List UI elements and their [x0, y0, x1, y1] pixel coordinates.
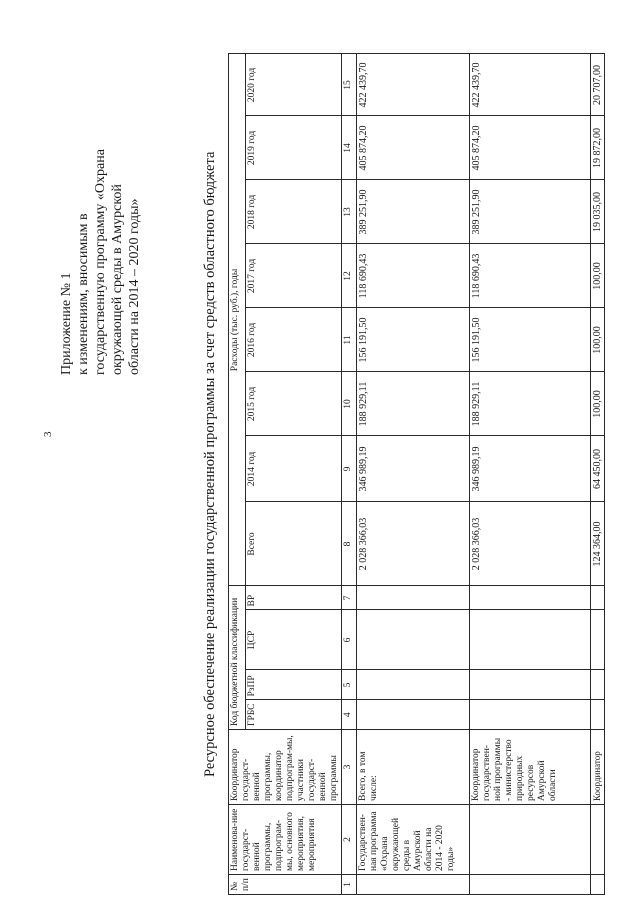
header-coordinator: Координатор государст-венной программы, координатор подпрограм-мы, участники государст-венной программы [229, 730, 342, 805]
row-rzpr [470, 670, 591, 700]
header-name: Наименова-ние государст-венной программы, подпрограм-мы, основного мероприятия, мероприятия [229, 805, 342, 875]
row-num [357, 875, 470, 895]
header-num: № п/п [229, 875, 342, 895]
header-rzpr: РзПР [246, 670, 342, 700]
row-total: 124 364,00 [591, 502, 605, 586]
appendix-line: области на 2014 – 2020 годы» [127, 198, 142, 375]
column-number-row [342, 54, 357, 895]
budget-table [228, 53, 605, 895]
row-name [470, 805, 591, 875]
row-year-value: 100,00 [591, 308, 605, 372]
row-year-value: 19 872,00 [591, 116, 605, 180]
row-grbs [357, 700, 470, 730]
row-year-value: 405 874,20 [357, 116, 470, 180]
row-year-value: 100,00 [591, 244, 605, 308]
column-number: 5 [342, 670, 357, 700]
column-number: 7 [342, 586, 357, 610]
row-vr [470, 586, 591, 610]
column-number: 10 [342, 372, 357, 436]
row-num [591, 875, 605, 895]
row-vr [591, 586, 605, 610]
row-year-value: 422 439,70 [357, 54, 470, 116]
column-number: 6 [342, 610, 357, 670]
row-year-value: 156 191,50 [470, 308, 591, 372]
table-row [357, 54, 470, 895]
header-year: 2019 год [246, 116, 342, 180]
row-year-value: 64 450,00 [591, 436, 605, 502]
column-number: 1 [342, 875, 357, 895]
row-year-value: 389 251,90 [357, 180, 470, 244]
row-coordinator: Координатор [591, 730, 605, 805]
table-row [591, 54, 605, 895]
row-year-value: 188 929,11 [357, 372, 470, 436]
row-year-value: 188 929,11 [470, 372, 591, 436]
column-number: 3 [342, 730, 357, 805]
row-coordinator: Координатор государствен-ной программы - министерство природных ресурсов Амурской области [470, 730, 591, 805]
appendix-line: государственную программу «Охрана [93, 149, 108, 375]
table-row [470, 54, 591, 895]
column-number: 9 [342, 436, 357, 502]
header-total: Всего [246, 502, 342, 586]
page-number: 3 [42, 431, 54, 437]
row-year-value: 118 690,43 [470, 244, 591, 308]
row-year-value: 118 690,43 [357, 244, 470, 308]
header-year: 2017 год [246, 244, 342, 308]
row-grbs [591, 700, 605, 730]
header-expenses: Расходы (тыс. руб.), годы [229, 54, 246, 586]
appendix-line: Приложение № 1 [59, 272, 74, 375]
header-csr: ЦСР [246, 610, 342, 670]
row-year-value: 156 191,50 [357, 308, 470, 372]
header-year: 2018 год [246, 180, 342, 244]
column-number: 15 [342, 54, 357, 116]
row-name: Государствен-ная программа «Охрана окружающей среды в Амурской области на 2014 - 2020 годы» [357, 805, 470, 875]
document-title: Ресурсное обеспечение реализации государственной программы за счет средств областного бюджета [202, 151, 218, 777]
column-number: 2 [342, 805, 357, 875]
header-budget-code: Код бюджетной классификации [229, 586, 246, 730]
row-year-value: 20 707,00 [591, 54, 605, 116]
appendix-line: к изменениям, вносимым в [76, 213, 91, 375]
row-vr [357, 586, 470, 610]
row-grbs [470, 700, 591, 730]
row-year-value: 405 874,20 [470, 116, 591, 180]
header-year: 2016 год [246, 308, 342, 372]
header-year: 2014 год [246, 436, 342, 502]
column-number: 13 [342, 180, 357, 244]
row-num [470, 875, 591, 895]
row-coordinator: Всего, в том числе: [357, 730, 470, 805]
appendix-note [58, 115, 143, 375]
row-year-value: 346 989,19 [357, 436, 470, 502]
header-year: 2015 год [246, 372, 342, 436]
header-vr: ВР [246, 586, 342, 610]
row-year-value: 346 989,19 [470, 436, 591, 502]
table-header-row [229, 54, 246, 895]
row-csr [357, 610, 470, 670]
column-number: 14 [342, 116, 357, 180]
row-year-value: 100,00 [591, 372, 605, 436]
row-total: 2 028 366,03 [357, 502, 470, 586]
column-number: 8 [342, 502, 357, 586]
appendix-line: окружающей среды в Амурской [110, 184, 125, 375]
column-number: 4 [342, 700, 357, 730]
row-name [591, 805, 605, 875]
row-total: 2 028 366,03 [470, 502, 591, 586]
header-year: 2020 год [246, 54, 342, 116]
row-year-value: 19 035,00 [591, 180, 605, 244]
column-number: 11 [342, 308, 357, 372]
header-grbs: ГРБС [246, 700, 342, 730]
row-rzpr [357, 670, 470, 700]
row-rzpr [591, 670, 605, 700]
row-year-value: 389 251,90 [470, 180, 591, 244]
row-year-value: 422 439,70 [470, 54, 591, 116]
row-csr [470, 610, 591, 670]
column-number: 12 [342, 244, 357, 308]
row-csr [591, 610, 605, 670]
